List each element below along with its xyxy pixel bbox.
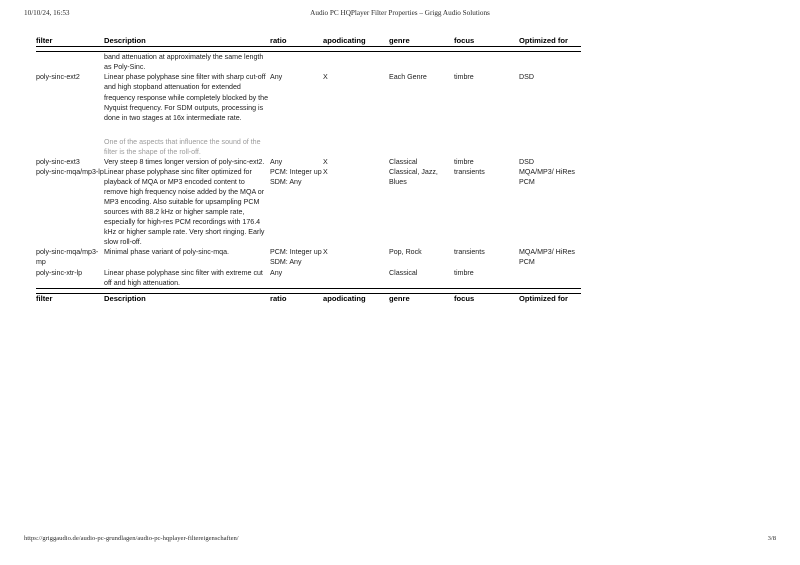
cell-description: Very steep 8 times longer version of poly-sinc-ext2. xyxy=(104,157,265,166)
cell-filter: poly-sinc-mqa/mp3-lp xyxy=(36,167,104,176)
footer-header-row xyxy=(36,294,581,304)
cell-optimized-for: DSD xyxy=(519,73,534,82)
cell-apodicating: X xyxy=(323,73,328,82)
cell-genre xyxy=(389,52,454,72)
table-row xyxy=(36,157,581,167)
cell-genre: Classical xyxy=(389,268,418,277)
header-document-title: Audio PC HQPlayer Filter Properties – Grigg Audio Solutions xyxy=(310,9,490,17)
cell-apodicating: X xyxy=(323,157,328,166)
header-date: 10/10/24, 16:53 xyxy=(24,9,70,17)
footer-column-header-ratio: ratio xyxy=(270,293,287,303)
cell-ratio: PCM: Integer up SDM: Any xyxy=(270,167,322,186)
cell-genre: Pop, Rock xyxy=(389,248,422,257)
cell-apodicating: X xyxy=(323,248,328,257)
cell-ratio: Any xyxy=(270,268,283,277)
column-header-apodicating: apodicating xyxy=(323,36,366,45)
column-header-ratio: ratio xyxy=(270,36,287,45)
cell-focus: transients xyxy=(454,248,485,257)
cell-filter: poly-sinc-mqa/mp3-mp xyxy=(36,248,99,267)
cell-description: Linear phase polyphase sinc filter optimized for playback of MQA or MP3 encoded content to remove high frequency noise added by the MQA or MP3 encoding. Also suitable for upsampling PCM sources with 88.2 kHz or higher sample rate, especially for high-res PCM recordings with 176.4 kHz or higher sample rate. Very short ringing. Early slow roll-off. xyxy=(104,167,265,247)
cell-focus: timbre xyxy=(454,73,474,82)
cell-apodicating xyxy=(323,268,389,288)
cell-description: Minimal phase variant of poly-sinc-mqa. xyxy=(104,248,229,257)
cell-apodicating xyxy=(323,52,389,72)
column-header-focus: focus xyxy=(454,36,475,45)
print-footer xyxy=(0,535,800,549)
footer-column-header-optimized-for: Optimized for xyxy=(519,293,568,303)
cell-description: Linear phase polyphase sinc filter with extreme cut off and high attenuation. xyxy=(104,268,263,287)
cell-description: band attenuation at approximately the same length as Poly-Sinc. xyxy=(104,53,264,72)
table-row xyxy=(36,72,581,156)
description-text: Linear phase polyphase sine filter with sharp cut-off and high stopband attenuation for extended frequency response while completely blocked by the Nyquist frequency. For SDM outputs, processing is done in two stages at 16x intermediate rate. xyxy=(104,73,269,122)
footer-column-header-apodicating: apodicating xyxy=(323,293,366,303)
cell-ratio: Any xyxy=(270,157,283,166)
cell-optimized-for: MQA/MP3/ HiRes PCM xyxy=(519,248,575,267)
footer-column-header-description: Description xyxy=(104,293,146,303)
cell-genre: Classical xyxy=(389,157,418,166)
cell-focus: timbre xyxy=(454,157,474,166)
cell-optimized-for xyxy=(519,268,581,288)
footer-source-url: https://griggaudio.de/audio-pc-grundlagen/audio-pc-hqplayer-filtereigenschaften/ xyxy=(24,535,239,542)
cell-focus: timbre xyxy=(454,268,474,277)
column-header-optimized-for: Optimized for xyxy=(519,36,568,45)
cell-ratio: PCM: Integer up SDM: Any xyxy=(270,248,322,267)
footer-column-header-filter: filter xyxy=(36,293,53,303)
cell-genre: Classical, Jazz, Blues xyxy=(389,167,438,186)
cell-optimized-for: DSD xyxy=(519,157,534,166)
table-row xyxy=(36,167,581,248)
filters-table xyxy=(36,36,581,304)
column-header-filter: filter xyxy=(36,36,53,45)
cell-genre: Each Genre xyxy=(389,73,427,82)
cell-ratio xyxy=(270,52,323,72)
cell-filter: poly-sinc-xtr-lp xyxy=(36,268,83,277)
print-header xyxy=(0,9,800,23)
filters-table-container xyxy=(36,36,581,304)
table-body xyxy=(36,52,581,287)
footer-column-header-genre: genre xyxy=(389,293,410,303)
cell-filter: poly-sinc-ext3 xyxy=(36,157,80,166)
cell-filter: poly-sinc-ext2 xyxy=(36,73,80,82)
description-note: One of the aspects that influence the sound of the filter is the shape of the roll-off. xyxy=(104,137,261,156)
header-row xyxy=(36,36,581,46)
cell-description xyxy=(104,72,270,156)
cell-filter xyxy=(36,52,104,72)
cell-ratio: Any xyxy=(270,73,283,82)
cell-apodicating: X xyxy=(323,167,328,176)
footer-page-number: 3/8 xyxy=(767,535,776,542)
cell-optimized-for xyxy=(519,52,581,72)
column-header-description: Description xyxy=(104,36,146,45)
cell-focus: transients xyxy=(454,167,485,176)
table-row xyxy=(36,52,581,72)
table-head xyxy=(36,36,581,52)
column-header-genre: genre xyxy=(389,36,410,45)
cell-optimized-for: MQA/MP3/ HiRes PCM xyxy=(519,167,575,186)
footer-column-header-focus: focus xyxy=(454,293,475,303)
table-foot xyxy=(36,288,581,304)
cell-focus xyxy=(454,52,519,72)
table-row xyxy=(36,268,581,288)
table-row xyxy=(36,247,581,267)
